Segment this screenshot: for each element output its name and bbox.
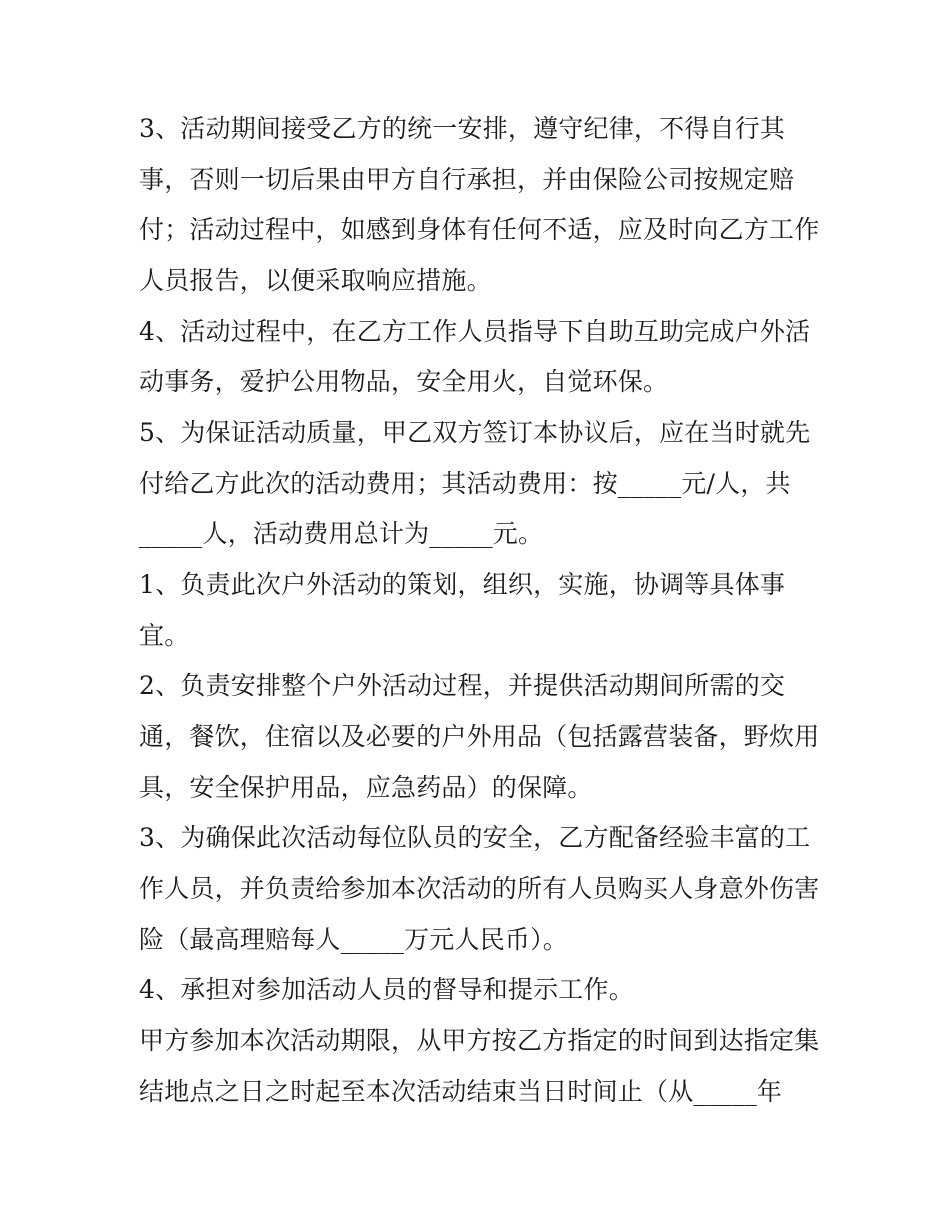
text-line: 4、承担对参加活动人员的督导和提示工作。 [139, 975, 634, 1004]
text-line: 具，安全保护用品，应急药品）的保障。 [139, 773, 593, 802]
text-line: 宜。 [139, 621, 190, 650]
text-line: 付给乙方此次的活动费用；其活动费用：按_____元/人，共 [139, 469, 791, 498]
text-line: 人员报告，以便采取响应措施。 [139, 266, 492, 295]
text-line: 甲方参加本次活动期限，从甲方按乙方指定的时间到达指定集 [139, 1026, 820, 1055]
text-line: 作人员，并负责给参加本次活动的所有人员购买人身意外伤害 [139, 874, 820, 903]
text-line: _____人，活动费用总计为_____元。 [139, 519, 544, 548]
text-line: 事，否则一切后果由甲方自行承担，并由保险公司按规定赔 [139, 165, 795, 194]
text-line: 付；活动过程中，如感到身体有任何不适，应及时向乙方工作 [139, 215, 820, 244]
text-line: 5、为保证活动质量，甲乙双方签订本协议后，应在当时就先 [139, 418, 811, 447]
text-line: 结地点之日之时起至本次活动结束当日时间止（从_____年 [139, 1077, 783, 1106]
text-line: 2、负责安排整个户外活动过程，并提供活动期间所需的交 [139, 671, 786, 700]
text-line: 通，餐饮，住宿以及必要的户外用品（包括露营装备，野炊用 [139, 722, 820, 751]
text-line: 3、为确保此次活动每位队员的安全，乙方配备经验丰富的工 [139, 823, 811, 852]
text-line: 4、活动过程中，在乙方工作人员指导下自助互助完成户外活 [139, 317, 811, 346]
text-line: 3、活动期间接受乙方的统一安排，遵守纪律，不得自行其 [139, 114, 786, 143]
text-line: 动事务，爱护公用物品，安全用火，自觉环保。 [139, 367, 669, 396]
text-line: 1、负责此次户外活动的策划，组织，实施，协调等具体事 [139, 570, 786, 599]
text-line: 险（最高理赔每人_____万元人民币）。 [139, 925, 569, 954]
